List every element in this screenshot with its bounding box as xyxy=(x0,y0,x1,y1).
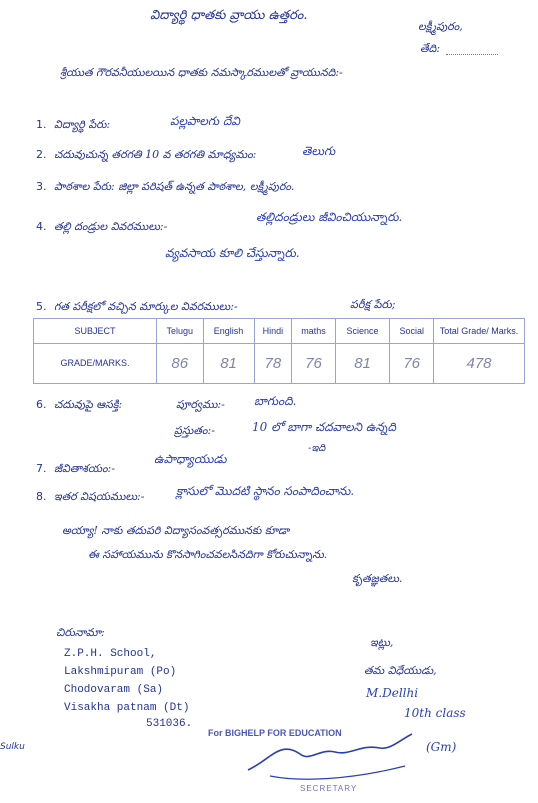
table-header-cell: maths xyxy=(292,319,336,344)
table-cell: 81 xyxy=(335,343,390,383)
table-cell: 86 xyxy=(157,343,204,383)
other-value: క్లాసులో మొదటి స్థానం సంపాదించాను. xyxy=(176,484,355,498)
table-header-cell: Science xyxy=(335,319,390,344)
letter-title: విద్యార్థి ధాతకు వ్రాయు ఉత్తరం. xyxy=(150,8,308,23)
item-4-label: తల్లి దండ్రుల వివరములు:- xyxy=(54,220,168,233)
item-5-number: 5. xyxy=(36,300,47,313)
closing-line-2: ఈ సహాయమును కొనసాగించవలసినదిగా కోరుచున్నాను. xyxy=(88,548,328,561)
table-header-cell: Total Grade/ Marks. xyxy=(434,319,525,344)
stamp-secretary: SECRETARY xyxy=(300,784,358,793)
table-cell: 81 xyxy=(203,343,254,383)
address-line: Visakha patnam (Dt) xyxy=(64,702,190,714)
stamp-text: For BIGHELP FOR EDUCATION xyxy=(208,728,342,738)
goal-value: ఉపాధ్యాయుడు xyxy=(154,452,227,466)
item-8-number: 8. xyxy=(36,490,47,503)
table-cell: 78 xyxy=(254,343,292,383)
student-class: 10th class xyxy=(404,706,466,720)
item-4-value-2: వ్యవసాయ కూలి చేస్తున్నారు. xyxy=(165,246,300,260)
item-1-number: 1. xyxy=(36,118,47,131)
item-7-number: 7. xyxy=(36,462,47,475)
item-2-value: తెలుగు xyxy=(302,144,336,158)
date-line xyxy=(446,54,498,55)
date-label: తేది: xyxy=(420,42,441,55)
interest-label: చదువుపై ఆసక్తి: xyxy=(54,398,123,411)
interest-present-suffix: -ఇది xyxy=(308,443,326,454)
item-1-label: విద్యార్థి పేరు: xyxy=(54,118,111,131)
secretary-signature xyxy=(240,730,420,786)
marks-table xyxy=(33,318,525,384)
table-row xyxy=(34,343,525,383)
address-label: చిరునామా: xyxy=(56,626,105,639)
salutation: శ్రీయుత గౌరవనీయులయిన ధాతకు నమస్కారములతో వ్రాయునది:- xyxy=(60,66,343,79)
table-header-cell: English xyxy=(203,319,254,344)
item-4-value: తల్లిదండ్రులు జీవించియున్నారు. xyxy=(256,210,403,224)
item-2-number: 2. xyxy=(36,148,47,161)
exam-name-label: పరీక్ష పేరు; xyxy=(350,298,396,311)
table-header-cell: Hindi xyxy=(254,319,292,344)
interest-present-value: 10 లో బాగా చదవాలని ఉన్నది xyxy=(252,420,396,434)
yours-label: ఇట్లు, xyxy=(370,636,394,649)
table-header-cell: Telugu xyxy=(157,319,204,344)
item-4-number: 4. xyxy=(36,220,47,233)
margin-note: Sulku xyxy=(0,742,25,752)
item-3-number: 3. xyxy=(36,180,47,193)
address-line: 531036. xyxy=(146,718,193,730)
interest-present-label: ప్రస్తుతం:- xyxy=(174,424,215,437)
other-label: ఇతర విషయములు:- xyxy=(54,490,145,503)
item-6-number: 6. xyxy=(36,398,47,411)
table-cell: 76 xyxy=(390,343,434,383)
address-line: Chodovaram (Sa) xyxy=(64,684,164,696)
table-row-label: GRADE/MARKS. xyxy=(34,343,157,383)
table-cell: 76 xyxy=(292,343,336,383)
table-header-cell: SUBJECT xyxy=(34,319,157,344)
table-header-row xyxy=(34,319,525,344)
place: లక్ష్మీపురం, xyxy=(418,20,463,33)
address-line: Z.P.H. School, xyxy=(64,648,157,660)
secretary-initials: (Gm) xyxy=(426,740,457,754)
closing-line-1: అయ్యా! నాకు తదుపరి విద్యాసంవత్సరమునకు కూడా xyxy=(62,524,290,537)
student-signature: M.Dellhi xyxy=(366,686,419,700)
item-1-value: పల్లపాలగు దేవి xyxy=(170,114,240,128)
student-label: తమ విధేయుడు, xyxy=(364,664,437,677)
closing-thanks: కృతజ్ఞతలు. xyxy=(352,572,403,585)
table-cell: 478 xyxy=(434,343,525,383)
exam-label: గత పరీక్షలో వచ్చిన మార్కుల వివరములు:- xyxy=(54,300,238,313)
interest-past-value: బాగుంది. xyxy=(254,394,297,408)
goal-label: జీవితాశయం:- xyxy=(54,462,115,475)
item-2-label: చదువుచున్న తరగతి 10 వ తరగతి మాధ్యమం: xyxy=(54,148,257,161)
address-line: Lakshmipuram (Po) xyxy=(64,666,177,678)
interest-past-label: పూర్వము:- xyxy=(176,398,225,411)
table-header-cell: Social xyxy=(390,319,434,344)
item-3-label: పాఠశాల పేరు: జిల్లా పరిషత్ ఉన్నత పాఠశాల, లక్ష్మీపురం. xyxy=(54,180,295,193)
